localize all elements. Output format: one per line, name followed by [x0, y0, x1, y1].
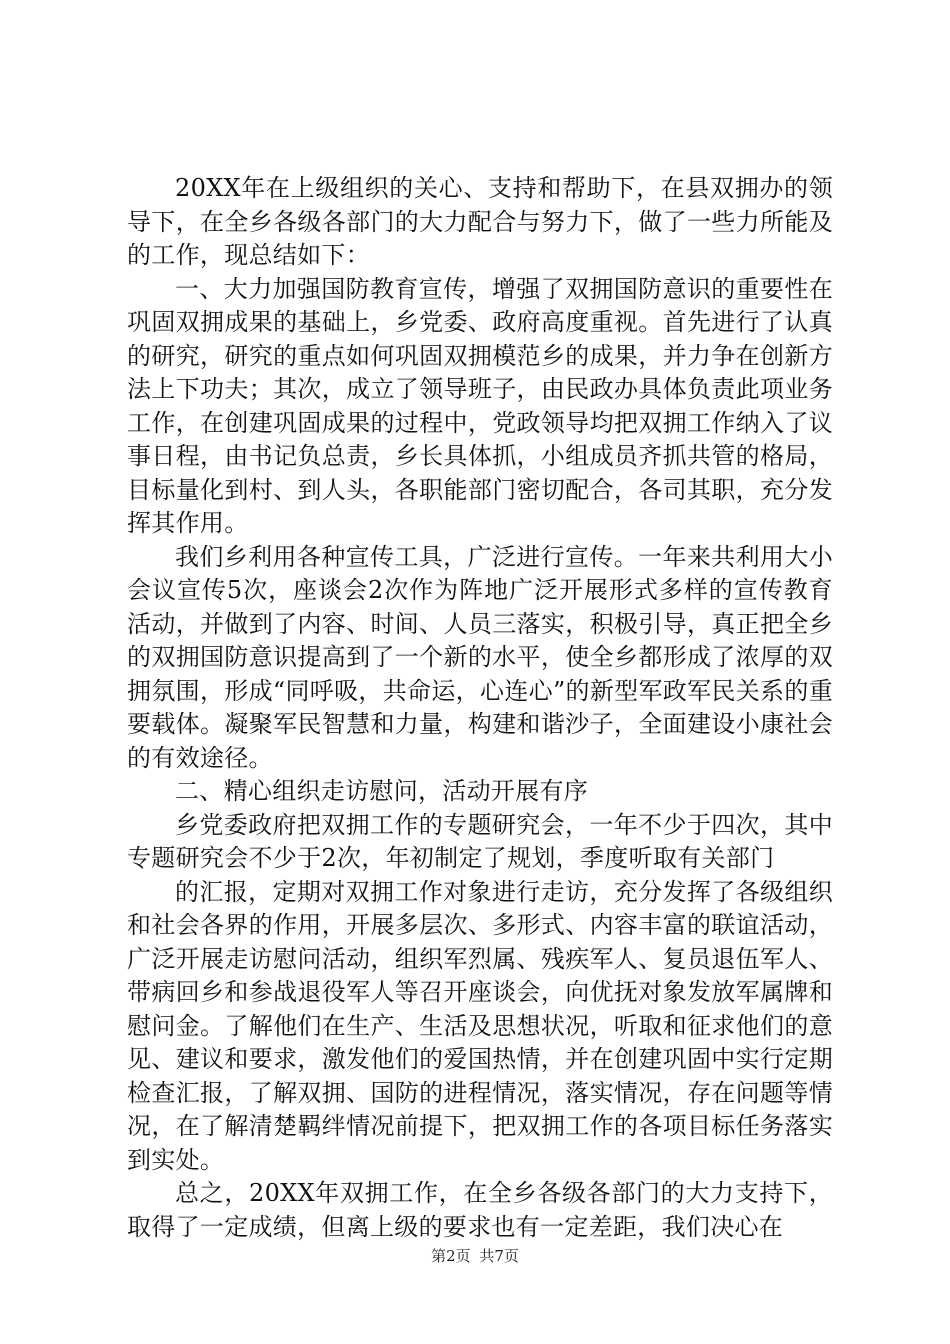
paragraph-intro: 20XX年在上级组织的关心、支持和帮助下，在县双拥办的领导下，在全乡各级各部门的大力配合与努力下，做了一些力所能及的工作，现总结如下：	[127, 174, 833, 269]
page-number: 第2页	[431, 1247, 471, 1265]
page-total: 共7页	[479, 1247, 519, 1265]
paragraph-visits: 的汇报，定期对双拥工作对象进行走访，充分发挥了各级组织和社会各界的作用，开展多层次、多形式、内容丰富的联谊活动，广泛开展走访慰问活动，组织军烈属、残疾军人、复员退伍军人、带病回乡和参战退役军人等召开座谈会，向优抚对象发放军属牌和慰问金。了解他们在生产、生活及思想状况，听取和征求他们的意见、建议和要求，激发他们的爱国热情，并在创建巩固中实行定期检查汇报，了解双拥、国防的进程情况，落实情况，存在问题等情况，在了解清楚羁绊情况前提下，把双拥工作的各项目标任务落实到实处。	[127, 877, 833, 1174]
section-heading-2: 二、精心组织走访慰问，活动开展有序	[175, 777, 589, 805]
paragraph-section-1: 一、大力加强国防教育宣传，增强了双拥国防意识的重要性在巩固双拥成果的基础上，乡党委、政府高度重视。首先进行了认真的研究，研究的重点如何巩固双拥模范乡的成果，并力争在创新方法上下功夫；其次，成立了领导班子，由民政办具体负责此项业务工作，在创建巩固成果的过程中，党政领导均把双拥工作纳入了议事日程，由书记负总责，乡长具体抓，小组成员齐抓共管的格局，目标量化到村、到人头，各职能部门密切配合，各司其职，充分发挥其作用。	[127, 274, 833, 537]
document-body	[127, 172, 833, 1244]
paragraph-research: 乡党委政府把双拥工作的专题研究会，一年不少于四次，其中专题研究会不少于2次，年初制定了规划，季度听取有关部门	[127, 810, 833, 872]
paragraph-publicity: 我们乡利用各种宣传工具，广泛进行宣传。一年来共利用大小会议宣传5次，座谈会2次作为阵地广泛开展形式多样的宣传教育活动，并做到了内容、时间、人员三落实，积极引导，真正把全乡的双拥国防意识提高到了一个新的水平，使全乡都形成了浓厚的双拥氛围，形成“同呼吸，共命运，心连心”的新型军政军民关系的重要载体。凝聚军民智慧和力量，构建和谐沙子，全面建设小康社会的有效途径。	[127, 542, 833, 772]
page-footer	[0, 1245, 950, 1266]
paragraph-conclusion: 总之，20XX年双拥工作，在全乡各级各部门的大力支持下，取得了一定成绩，但离上级的要求也有一定差距，我们决心在	[127, 1179, 833, 1241]
